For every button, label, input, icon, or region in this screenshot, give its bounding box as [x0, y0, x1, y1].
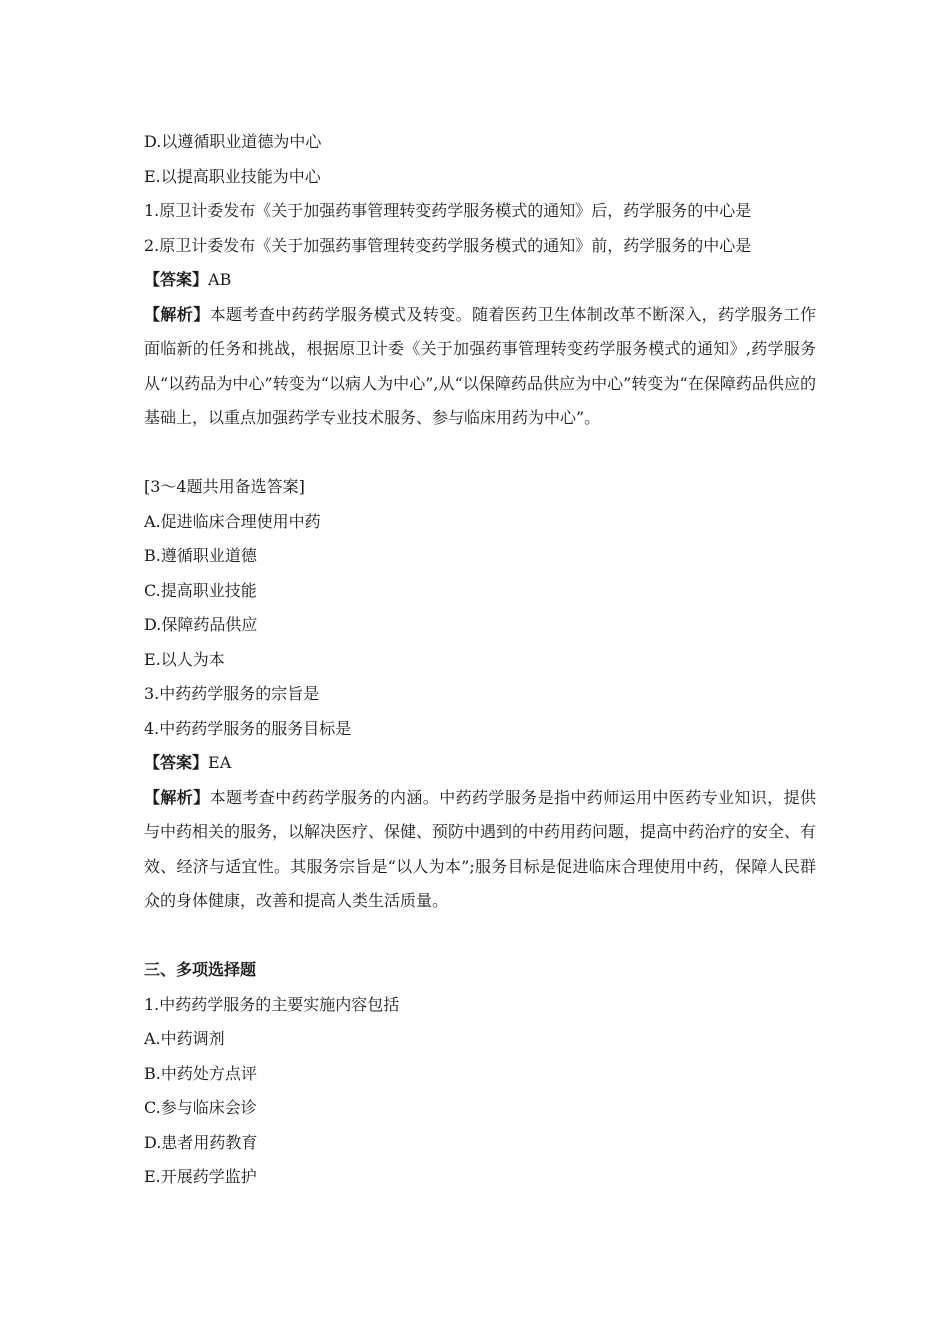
group-option-a: A.促进临床合理使用中药 — [144, 511, 321, 531]
answer-tag: 【答案】 — [144, 270, 209, 289]
answer-tag: 【答案】 — [144, 753, 209, 772]
analysis-text: 本题考查中药药学服务的内涵。中药药学服务是指中药师运用中医药专业知识，提供与中药相关的服务，以解决医疗、保健、预防中遇到的中药用药问题，提高中药治疗的安全、有效、经济与适宜性。其服务宗旨是“以人为本”;服务目标是促进临床合理使用中药，保障人民群众的身体健康，改善和提高人类生活质量。 — [144, 787, 817, 910]
sub-question-3: 3.中药药学服务的宗旨是 — [144, 684, 320, 703]
multi-option-e: E.开展药学监护 — [144, 1167, 257, 1186]
document-content — [144, 125, 816, 1195]
multi-option-c: C.参与临床会诊 — [144, 1098, 257, 1117]
group-option-e: E.以人为本 — [144, 649, 225, 669]
spacer — [144, 436, 816, 471]
group-option-c: C.提高职业技能 — [144, 580, 257, 600]
analysis-tag: 【解析】 — [144, 787, 210, 807]
answer-line — [144, 263, 816, 298]
answer-line — [144, 746, 816, 781]
analysis-paragraph — [144, 781, 816, 919]
group-title: [3～4题共用备选答案] — [144, 477, 305, 496]
section-heading: 三、多项选择题 — [144, 960, 257, 979]
sub-question-4: 4.中药药学服务的服务目标是 — [144, 718, 352, 738]
sub-question-2: 2.原卫计委发布《关于加强药事管理转变药学服务模式的通知》前，药学服务的中心是 — [144, 235, 752, 255]
multi-option-d: D.患者用药教育 — [144, 1132, 258, 1152]
analysis-text: 本题考查中药药学服务模式及转变。随着医药卫生体制改革不断深入，药学服务工作面临新的任务和挑战，根据原卫计委《关于加强药事管理转变药学服务模式的通知》,药学服务从“以药品为中心”转变为“以病人为中心”,从“以保障药品供应为中心”转变为“在保障药品供应的基础上，以重点加强药学专业技术服务、参与临床用药为中心”。 — [144, 304, 816, 427]
multi-question: 1.中药药学服务的主要实施内容包括 — [144, 994, 400, 1014]
multi-option-b: B.中药处方点评 — [144, 1063, 257, 1083]
analysis-paragraph — [144, 298, 816, 436]
option-d: D.以遵循职业道德为中心 — [144, 132, 322, 151]
group-option-b: B.遵循职业道德 — [144, 546, 257, 565]
sub-question-1: 1.原卫计委发布《关于加强药事管理转变药学服务模式的通知》后，药学服务的中心是 — [144, 201, 752, 220]
answer-value: EA — [208, 753, 232, 772]
group-option-d: D.保障药品供应 — [144, 615, 258, 634]
analysis-tag: 【解析】 — [144, 304, 210, 324]
answer-value: AB — [208, 270, 232, 289]
option-e: E.以提高职业技能为中心 — [144, 166, 321, 186]
spacer — [144, 919, 816, 954]
multi-option-a: A.中药调剂 — [144, 1029, 225, 1048]
